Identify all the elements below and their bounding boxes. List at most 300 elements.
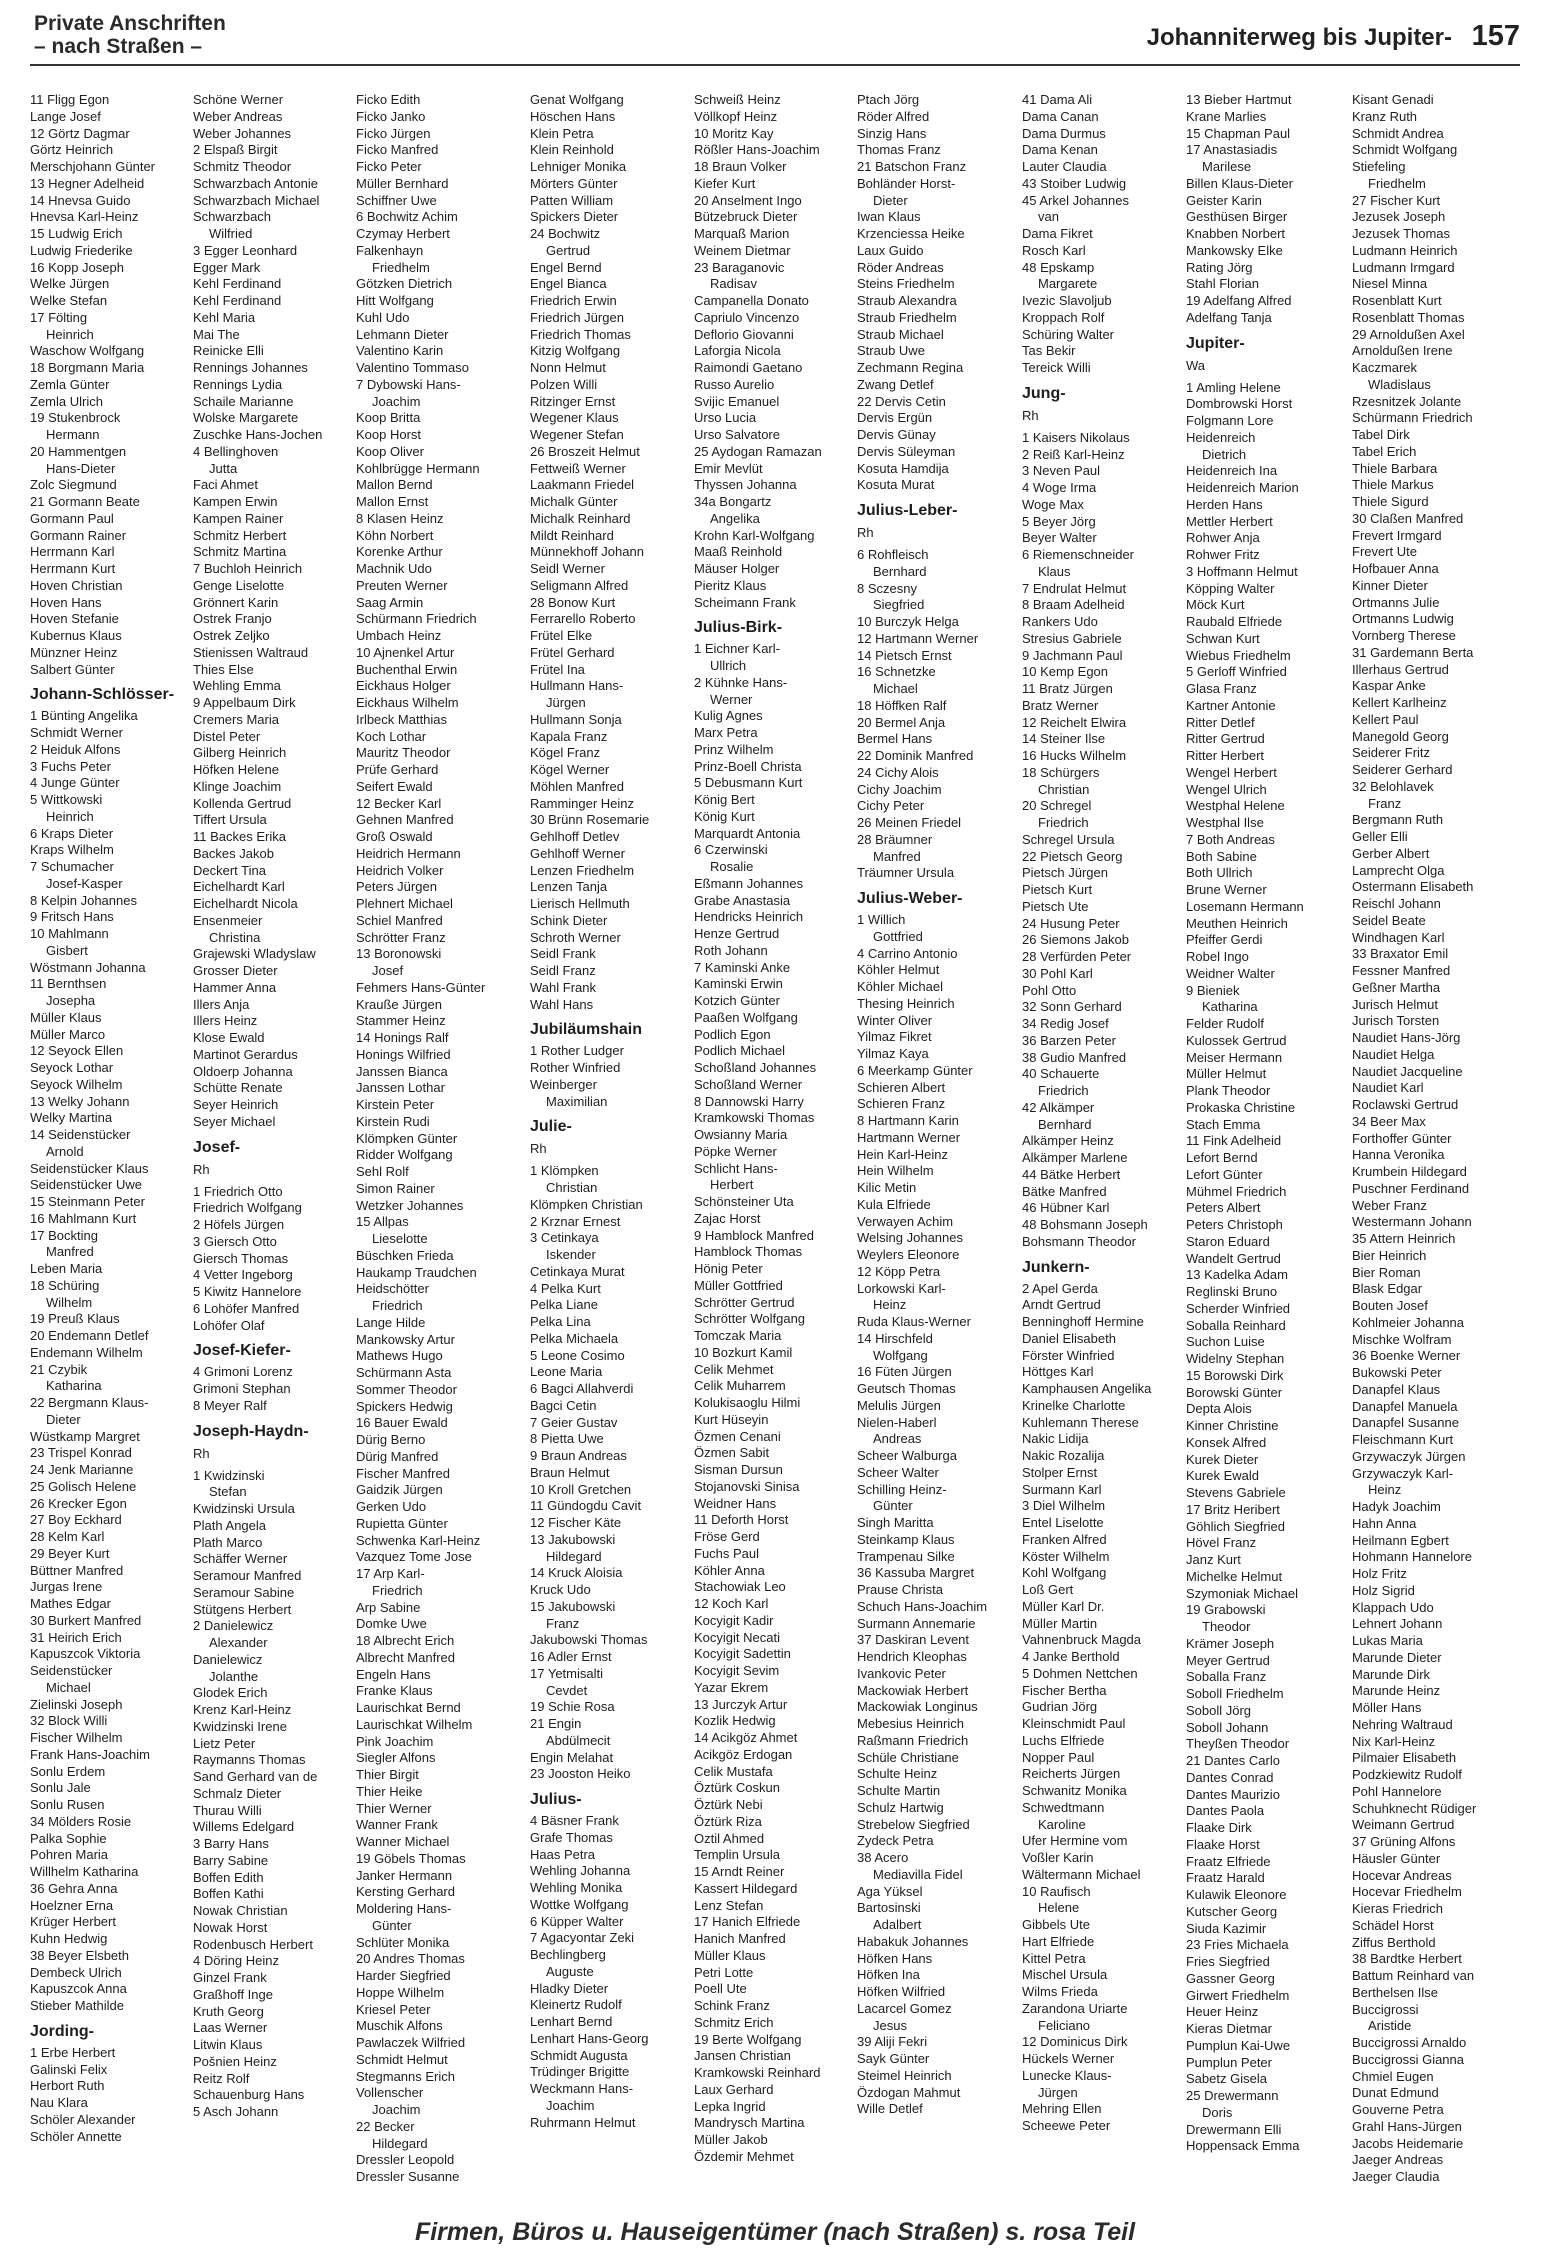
- listing-entry: Thiele Barbara: [1352, 460, 1438, 476]
- listing-entry: Schiel Manfred: [356, 912, 443, 928]
- listing-entry: Ficko Jürgen: [356, 125, 431, 141]
- listing-entry: Hückels Werner: [1022, 2051, 1115, 2066]
- listing-entry: Kehl Ferdinand: [193, 276, 282, 292]
- listing-entry: Stolper Ernst: [1022, 1464, 1098, 1480]
- listing-entry: Schmitz Martina: [193, 544, 287, 560]
- listing-entry: 34 Redig Josef: [1022, 1016, 1109, 1031]
- listing-entry: 20 Schregel: [1022, 798, 1092, 814]
- listing-continuation: Manfred: [873, 848, 921, 864]
- listing-entry: Irlbeck Matthias: [356, 711, 448, 727]
- listing-entry: Giersch Thomas: [193, 1250, 289, 1266]
- listing-entry: Templin Ursula: [694, 1847, 780, 1863]
- listing-entry: Mai The: [193, 326, 240, 342]
- listing-entry: 1 Friedrich Otto: [193, 1183, 283, 1199]
- listing-entry: Bartosinski: [857, 1900, 921, 1916]
- listing-continuation: Aristide: [1368, 2018, 1412, 2034]
- listing-entry: Mackowiak Herbert: [857, 1682, 969, 1698]
- listing-entry: Pohl Hannelore: [1352, 1783, 1442, 1799]
- listing-entry: Gibbels Ute: [1022, 1917, 1090, 1932]
- listing-entry: 1 Rother Ludger: [530, 1043, 624, 1059]
- listing-entry: Raubald Elfriede: [1186, 614, 1283, 629]
- listing-entry: Grönnert Karin: [193, 594, 279, 610]
- listing-entry: 18 Höffken Ralf: [857, 697, 947, 713]
- listing-entry: Kellert Karlheinz: [1352, 695, 1447, 710]
- listing-entry: Forthoffer Günter: [1352, 1130, 1452, 1146]
- listing-entry: Wanner Frank: [356, 1817, 438, 1833]
- listing-entry: Eickhaus Wilhelm: [356, 695, 459, 710]
- listing-entry: Gaidzik Jürgen: [356, 1482, 443, 1498]
- listing-entry: 17 Britz Heribert: [1186, 1501, 1280, 1517]
- listing-entry: 17 Yetmisalti: [530, 1665, 603, 1681]
- listing-entry: Muschik Alfons: [356, 2018, 443, 2034]
- listing-entry: 16 Kopp Joseph: [30, 259, 124, 275]
- listing-entry: Seyock Lothar: [30, 1060, 114, 1075]
- listing-entry: Kögel Franz: [530, 745, 601, 761]
- listing-continuation: Iskender: [546, 1247, 596, 1262]
- listing-entry: 32 Belohlavek: [1352, 778, 1434, 794]
- listing-entry: 5 Gerloff Winfried: [1186, 664, 1287, 680]
- listing-entry: Marx Petra: [694, 725, 758, 740]
- listing-entry: 21 Dantes Carlo: [1186, 1753, 1280, 1768]
- listing-entry: Mischke Wolfram: [1352, 1331, 1452, 1347]
- listing-entry: Schürmann Friedrich: [1352, 410, 1473, 426]
- listing-column-2: [193, 92, 353, 2190]
- listing-entry: Manegold Georg: [1352, 728, 1449, 744]
- listing-entry: Fischer Manfred: [356, 1465, 450, 1481]
- page-number: 157: [1471, 20, 1520, 52]
- listing-entry: 20 Hammentgen: [30, 443, 127, 459]
- listing-continuation: Wladislaus: [1368, 376, 1431, 392]
- listing-entry: Schütte Renate: [193, 1080, 283, 1096]
- listing-entry: Yilmaz Fikret: [857, 1029, 932, 1045]
- listing-entry: 22 Bergmann Klaus-: [30, 1395, 149, 1410]
- listing-entry: Faci Ahmet: [193, 477, 259, 493]
- listing-entry: Meiser Hermann: [1186, 1049, 1283, 1065]
- listing-entry: Urso Salvatore: [694, 427, 780, 442]
- listing-entry: Kurek Dieter: [1186, 1451, 1259, 1467]
- listing-entry: Suchon Luise: [1186, 1334, 1265, 1350]
- listing-entry: 26 Broszeit Helmut: [530, 443, 640, 459]
- listing-entry: Rodenbusch Herbert: [193, 1936, 313, 1952]
- listing-entry: Lukas Maria: [1352, 1633, 1423, 1648]
- listing-entry: Danielewicz: [193, 1651, 263, 1667]
- listing-entry: Winter Oliver: [857, 1012, 933, 1028]
- listing-entry: Klömpken Christian: [530, 1196, 643, 1212]
- listing-entry: Kramkowski Reinhard: [694, 2065, 821, 2080]
- listing-entry: Kranz Ruth: [1352, 108, 1418, 124]
- listing-entry: 7 Buchloh Heinrich: [193, 561, 303, 576]
- listing-entry: 11 Deforth Horst: [694, 1512, 789, 1528]
- listing-entry: Weimann Gertrud: [1352, 1817, 1455, 1833]
- listing-entry: Hoppensack Emma: [1186, 2138, 1300, 2154]
- listing-entry: Hahn Anna: [1352, 1515, 1417, 1531]
- listing-entry: Weber Andreas: [193, 108, 283, 124]
- listing-entry: 44 Bätke Herbert: [1022, 1166, 1121, 1182]
- listing-entry: Mebesius Heinrich: [857, 1716, 964, 1731]
- listing-continuation: Joachim: [546, 2097, 595, 2113]
- listing-entry: Backes Jakob: [193, 845, 274, 861]
- listing-entry: Lehmann Dieter: [356, 326, 449, 342]
- listing-entry: Jurgas Irene: [30, 1579, 103, 1595]
- listing-entry: Plank Theodor: [1186, 1083, 1271, 1098]
- listing-entry: Buccigrossi Arnaldo: [1352, 2035, 1467, 2050]
- listing-entry: Pöpke Werner: [694, 1143, 777, 1159]
- listing-entry: Pilmaier Elisabeth: [1352, 1750, 1457, 1766]
- listing-entry: Frevert Irmgard: [1352, 527, 1442, 543]
- listing-entry: 4 Janke Berthold: [1022, 1649, 1120, 1664]
- listing-entry: Stevens Gabriele: [1186, 1485, 1286, 1500]
- listing-entry: Prokaska Christine: [1186, 1099, 1296, 1115]
- listing-entry: Depta Alois: [1186, 1401, 1252, 1417]
- listing-entry: Oldoerp Johanna: [193, 1063, 293, 1079]
- listing-entry: Hadyk Joachim: [1352, 1499, 1441, 1514]
- listing-entry: Jurisch Helmut: [1352, 996, 1438, 1012]
- listing-entry: Pietsch Ute: [1022, 898, 1089, 914]
- listing-entry: 5 Asch Johann: [193, 2104, 279, 2119]
- listing-entry: 23 Fries Michaela: [1186, 1937, 1289, 1953]
- listing-entry: Luchs Elfriede: [1022, 1732, 1105, 1748]
- listing-entry: 8 Kelpin Johannes: [30, 892, 137, 908]
- listing-entry: Umbach Heinz: [356, 628, 442, 643]
- listing-column-4: [530, 92, 690, 2190]
- section-title: Private Anschriften: [34, 12, 226, 35]
- listing-entry: 22 Becker: [356, 2118, 415, 2134]
- listing-entry: Krüger Herbert: [30, 1914, 116, 1930]
- listing-entry: 2 Krznar Ernest: [530, 1213, 621, 1229]
- listing-entry: Kisant Genadi: [1352, 92, 1434, 107]
- listing-entry: 39 Aliji Fekri: [857, 2034, 928, 2050]
- listing-continuation: Dieter: [46, 1411, 81, 1427]
- listing-entry: Strebelow Siegfried: [857, 1816, 970, 1832]
- listing-entry: Mäuser Holger: [694, 561, 780, 576]
- listing-entry: Pohren Maria: [30, 1847, 109, 1863]
- listing-entry: 25 Aydogan Ramazan: [694, 443, 822, 459]
- listing-entry: 6 Küpper Walter: [530, 1913, 624, 1929]
- listing-entry: Jaeger Claudia: [1352, 2169, 1440, 2184]
- listing-entry: Mauritz Theodor: [356, 745, 451, 761]
- listing-entry: Lenz Stefan: [694, 1897, 764, 1913]
- listing-entry: 4 Woge Irma: [1022, 480, 1097, 495]
- listing-entry: Pohl Otto: [1022, 982, 1077, 998]
- listing-entry: Grzywaczyk Karl-: [1352, 1465, 1454, 1481]
- listing-entry: 4 Bäsner Frank: [530, 1813, 619, 1828]
- listing-entry: Frütel Elke: [530, 628, 593, 643]
- listing-entry: Poell Ute: [694, 1981, 747, 1997]
- listing-entry: Özmen Sabit: [694, 1445, 770, 1461]
- listing-entry: Boffen Kathi: [193, 1886, 264, 1902]
- listing-entry: Weidner Walter: [1186, 965, 1275, 981]
- listing-continuation: Adalbert: [873, 1917, 922, 1932]
- listing-entry: 38 Beyer Elsbeth: [30, 1947, 130, 1963]
- listing-entry: Simon Rainer: [356, 1180, 435, 1196]
- listing-entry: Lohöfer Olaf: [193, 1317, 265, 1333]
- listing-entry: 7 Schumacher: [30, 859, 114, 874]
- listing-entry: 8 Pietta Uwe: [530, 1431, 604, 1447]
- listing-entry: Marquaß Marion: [694, 226, 790, 241]
- listing-continuation: Wilfried: [209, 226, 253, 241]
- listing-entry: 5 Wittkowski: [30, 792, 103, 807]
- listing-entry: Patten William: [530, 192, 614, 208]
- listing-entry: Dama Kenan: [1022, 142, 1098, 158]
- listing-entry: 22 Dominik Manfred: [857, 748, 974, 763]
- listing-entry: Zydeck Petra: [857, 1833, 934, 1849]
- listing-entry: Franken Alfred: [1022, 1531, 1107, 1547]
- listing-entry: Engeln Hans: [356, 1666, 431, 1682]
- listing-entry: Laux Gerhard: [694, 2081, 774, 2097]
- listing-entry: 13 Kadelka Adam: [1186, 1267, 1288, 1283]
- listing-entry: König Bert: [694, 792, 755, 807]
- listing-continuation: Jutta: [209, 460, 238, 476]
- listing-entry: Hullmann Sonja: [530, 711, 622, 727]
- listing-continuation: Maximilian: [546, 1093, 608, 1109]
- listing-entry: Korenke Arthur: [356, 544, 443, 560]
- listing-entry: Bergmann Ruth: [1352, 812, 1444, 828]
- listing-entry: Grimoni Stephan: [193, 1381, 291, 1396]
- listing-entry: Rating Jörg: [1186, 259, 1253, 275]
- listing-entry: Tiffert Ursula: [193, 812, 267, 828]
- listing-entry: Schregel Ursula: [1022, 831, 1115, 847]
- listing-entry: 21 Czybik: [30, 1361, 88, 1377]
- listing-entry: Kapuszcok Anna: [30, 1981, 127, 1997]
- listing-entry: Kapuszcok Viktoria: [30, 1646, 141, 1662]
- listing-entry: Michalk Günter: [530, 494, 618, 509]
- listing-entry: 12 Seyock Ellen: [30, 1043, 124, 1059]
- listing-entry: Hoppe Wilhelm: [356, 1984, 445, 2000]
- listing-entry: 1 Klömpken: [530, 1163, 599, 1179]
- listing-entry: Ziffus Berthold: [1352, 1934, 1436, 1950]
- listing-entry: 21 Gormann Beate: [30, 494, 140, 509]
- listing-entry: Gouverne Petra: [1352, 2102, 1444, 2117]
- listing-entry: Ritter Gertrud: [1186, 731, 1265, 747]
- listing-entry: Lefort Günter: [1186, 1166, 1263, 1182]
- listing-entry: 16 Adler Ernst: [530, 1649, 612, 1664]
- listing-entry: Nowak Christian: [193, 1903, 288, 1918]
- listing-entry: Welke Stefan: [30, 293, 108, 308]
- listing-entry: Ostrek Zeljko: [193, 628, 270, 643]
- listing-entry: Dervis Süleyman: [857, 443, 956, 459]
- listing-entry: Czymay Herbert: [356, 226, 450, 241]
- listing-entry: 40 Schauerte: [1022, 1066, 1100, 1082]
- listing-entry: Thiele Sigurd: [1352, 494, 1429, 509]
- listing-entry: Köhn Norbert: [356, 527, 434, 543]
- listing-entry: Billen Klaus-Dieter: [1186, 175, 1293, 191]
- listing-continuation: Friedrich: [1038, 1083, 1089, 1098]
- listing-entry: Schlüter Monika: [356, 1934, 450, 1950]
- listing-entry: Iwan Klaus: [857, 209, 921, 225]
- listing-entry: 37 Daskiran Levent: [857, 1632, 970, 1648]
- listing-entry: Hammer Anna: [193, 979, 277, 995]
- listing-entry: Franke Klaus: [356, 1683, 433, 1699]
- listing-entry: 17 Fölting: [30, 309, 88, 325]
- listing-entry: Vazquez Tome Jose: [356, 1549, 472, 1565]
- listing-entry: Benninghoff Hermine: [1022, 1314, 1144, 1329]
- listing-entry: Distel Peter: [193, 728, 261, 744]
- listing-entry: Boffen Edith: [193, 1869, 264, 1885]
- listing-entry: Wehling Johanna: [530, 1863, 631, 1879]
- listing-entry: Adelfang Tanja: [1186, 309, 1272, 325]
- listing-entry: Illers Heinz: [193, 1013, 258, 1029]
- listing-entry: 14 Hirschfeld: [857, 1330, 933, 1346]
- listing-entry: 5 Leone Cosimo: [530, 1347, 625, 1363]
- listing-entry: Ficko Edith: [356, 92, 421, 107]
- listing-entry: Groß Oswald: [356, 829, 433, 844]
- listing-entry: 15 Steinmann Peter: [30, 1194, 145, 1209]
- listing-entry: Bukowski Peter: [1352, 1365, 1442, 1380]
- listing-entry: 34a Bongartz: [694, 494, 772, 509]
- listing-entry: Haukamp Traudchen: [356, 1264, 477, 1280]
- listing-entry: Lorkowski Karl-: [857, 1280, 946, 1296]
- listing-entry: 26 Krecker Egon: [30, 1495, 127, 1511]
- listing-entry: Kersting Gerhard: [356, 1884, 455, 1900]
- listing-continuation: Gottfried: [873, 928, 923, 944]
- listing-entry: Wolske Margarete: [193, 410, 299, 426]
- listing-entry: 7 Endrulat Helmut: [1022, 580, 1127, 596]
- listing-entry: 31 Heirich Erich: [30, 1629, 122, 1645]
- listing-entry: 2 Apel Gerda: [1022, 1280, 1098, 1296]
- listing-entry: Janz Kurt: [1186, 1552, 1241, 1567]
- listing-continuation: Heinz: [873, 1297, 907, 1313]
- listing-column-1: [30, 92, 190, 2190]
- listing-entry: Ramminger Heinz: [530, 795, 635, 811]
- listing-entry: Urso Lucia: [694, 410, 757, 426]
- listing-entry: Moldering Hans-: [356, 1901, 452, 1916]
- listing-entry: Seidl Franz: [530, 963, 596, 978]
- listing-entry: 17 Anastasiadis: [1186, 142, 1278, 158]
- listing-entry: Scheimann Frank: [694, 594, 796, 610]
- listing-entry: Aga Yüksel: [857, 1883, 923, 1899]
- listing-entry: Campanella Donato: [694, 293, 809, 308]
- listing-entry: Soballa Reinhard: [1186, 1317, 1286, 1333]
- listing-entry: 21 Batschon Franz: [857, 159, 967, 174]
- listing-entry: Capriulo Vincenzo: [694, 309, 800, 325]
- street-heading: Jording-: [30, 2022, 94, 2040]
- listing-entry: 10 Raufisch: [1022, 1883, 1091, 1899]
- listing-entry: 13 Jakubowski: [530, 1531, 616, 1547]
- listing-entry: Endemann Wilhelm: [30, 1344, 143, 1360]
- listing-entry: Geßner Martha: [1352, 979, 1441, 995]
- listing-entry: Seidenstücker: [30, 1663, 113, 1678]
- listing-entry: 4 Junge Günter: [30, 775, 120, 791]
- listing-entry: Emir Mevlüt: [694, 460, 763, 476]
- listing-entry: Roth Johann: [694, 942, 768, 958]
- listing-entry: Michelke Helmut: [1186, 1568, 1283, 1584]
- listing-entry: 4 Pelka Kurt: [530, 1280, 601, 1296]
- listing-entry: Egger Mark: [193, 259, 261, 275]
- listing-entry: Thyssen Johanna: [694, 477, 797, 493]
- listing-entry: Fuchs Paul: [694, 1545, 760, 1561]
- listing-entry: Mallon Ernst: [356, 494, 429, 509]
- listing-entry: 1 Kaisers Nikolaus: [1022, 429, 1130, 445]
- listing-entry: 11 Backes Erika: [193, 829, 286, 844]
- listing-entry: Steimel Heinrich: [857, 2067, 952, 2083]
- listing-continuation: Ullrich: [710, 658, 747, 673]
- listing-entry: Seyer Michael: [193, 1113, 276, 1129]
- listing-entry: Schmitz Herbert: [193, 527, 287, 543]
- listing-entry: Geister Karin: [1186, 192, 1262, 208]
- listing-entry: Grajewski Wladyslaw: [193, 946, 316, 962]
- listing-entry: Deckert Tina: [193, 862, 266, 878]
- listing-entry: Hullmann Hans-: [530, 678, 624, 694]
- listing-entry: 8 Dannowski Harry: [694, 1093, 804, 1109]
- listing-entry: 10 Burczyk Helga: [857, 614, 959, 629]
- listing-entry: 36 Barzen Peter: [1022, 1032, 1116, 1048]
- listing-entry: Friedrich Erwin: [530, 293, 617, 308]
- listing-continuation: Bernhard: [873, 563, 927, 579]
- listing-entry: 9 Braun Andreas: [530, 1448, 627, 1463]
- listing-entry: Müller Helmut: [1186, 1066, 1267, 1082]
- listing-entry: Ostrek Franjo: [193, 611, 272, 627]
- listing-entry: Pelka Michaela: [530, 1330, 619, 1346]
- listing-entry: Lehnert Johann: [1352, 1616, 1443, 1632]
- listing-entry: 14 Seidenstücker: [30, 1127, 131, 1142]
- listing-entry: Hein Karl-Heinz: [857, 1146, 949, 1162]
- listing-entry: Öztürk Nebi: [694, 1797, 763, 1812]
- listing-entry: 8 Meyer Ralf: [193, 1397, 267, 1413]
- listing-entry: Niesel Minna: [1352, 276, 1428, 292]
- listing-entry: Nehring Waltraud: [1352, 1716, 1453, 1732]
- listing-entry: Bützebruck Dieter: [694, 209, 798, 225]
- listing-entry: Bechlingberg: [530, 1947, 606, 1962]
- listing-entry: 18 Braun Volker: [694, 159, 787, 174]
- listing-entry: Hladky Dieter: [530, 1980, 609, 1996]
- listing-entry: Büttner Manfred: [30, 1562, 124, 1578]
- listing-entry: 10 Kemp Egon: [1022, 664, 1109, 680]
- listing-continuation: Karoline: [1038, 1816, 1086, 1832]
- listing-entry: Schmidt Werner: [30, 725, 123, 740]
- listing-entry: 12 Dominicus Dirk: [1022, 2034, 1128, 2050]
- listing-entry: 7 Dybowski Hans-: [356, 376, 461, 392]
- listing-entry: 29 Arnoldußen Axel: [1352, 326, 1465, 342]
- listing-entry: 43 Stoiber Ludwig: [1022, 175, 1127, 191]
- listing-entry: Kwidzinski Irene: [193, 1718, 287, 1734]
- listing-entry: Entel Liselotte: [1022, 1515, 1104, 1530]
- listing-entry: 8 Braam Adelheid: [1022, 597, 1125, 613]
- listing-entry: Häusler Günter: [1352, 1850, 1441, 1866]
- listing-entry: Podlich Michael: [694, 1043, 786, 1059]
- listing-entry: Plath Angela: [193, 1517, 267, 1533]
- listing-continuation: Jolanthe: [209, 1668, 259, 1684]
- listing-entry: Kaczmarek: [1352, 360, 1418, 375]
- listing-entry: Ensenmeier: [193, 912, 263, 928]
- listing-entry: Pošnien Heinz: [193, 2053, 277, 2069]
- street-heading: Julius-Weber-: [857, 890, 963, 907]
- listing-entry: Krzenciessa Heike: [857, 226, 965, 241]
- listing-entry: Loß Gert: [1022, 1582, 1074, 1597]
- listing-entry: Leben Maria: [30, 1261, 103, 1276]
- listing-entry: Wehling Emma: [193, 678, 281, 694]
- listing-entry: Tas Bekir: [1022, 343, 1076, 359]
- listing-entry: Schieren Franz: [857, 1096, 946, 1112]
- listing-entry: Möhlen Manfred: [530, 778, 624, 794]
- listing-entry: Wegener Stefan: [530, 427, 624, 442]
- listing-continuation: Jürgen: [1038, 2084, 1078, 2100]
- listing-entry: 41 Dama Ali: [1022, 92, 1093, 107]
- listing-entry: Lenzen Tanja: [530, 879, 608, 895]
- listing-entry: 19 Berte Wolfgang: [694, 2031, 802, 2047]
- listing-entry: Both Sabine: [1186, 848, 1257, 864]
- listing-entry: Seidl Frank: [530, 946, 596, 962]
- listing-entry: Hoven Stefanie: [30, 611, 119, 627]
- listing-entry: 17 Hanich Elfriede: [694, 1914, 801, 1930]
- listing-entry: 11 Fink Adelheid: [1186, 1133, 1282, 1149]
- listing-entry: 12 Görtz Dagmar: [30, 125, 130, 141]
- listing-continuation: Wolfgang: [873, 1347, 928, 1363]
- listing-entry: 4 Grimoni Lorenz: [193, 1364, 293, 1380]
- listing-entry: Reischl Johann: [1352, 896, 1441, 911]
- listing-entry: Müller Marco: [30, 1026, 106, 1042]
- listing-entry: Jakubowski Thomas: [530, 1632, 648, 1648]
- listing-entry: Jacobs Heidemarie: [1352, 2135, 1464, 2151]
